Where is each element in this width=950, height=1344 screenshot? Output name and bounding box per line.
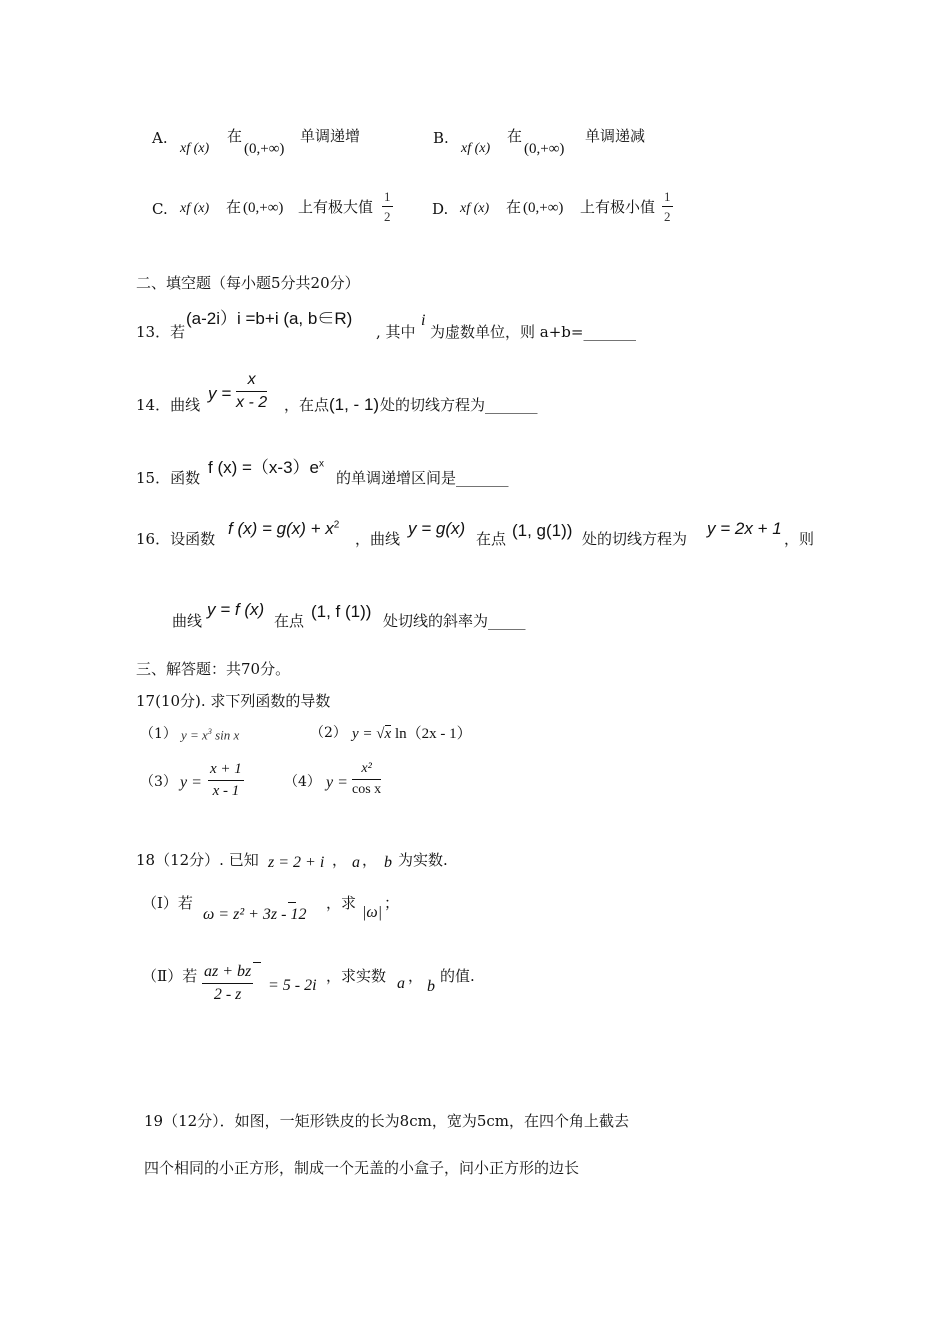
option-d-label: D. (432, 200, 449, 218)
q16-expr2: y = g(x) (408, 519, 466, 538)
q16-expr4: y = f (x) (207, 600, 265, 619)
q17-part1: （1） (140, 726, 177, 742)
q18-ask: ，求 (326, 894, 357, 912)
q18-b: b (384, 854, 392, 871)
q18-omega: ω = z² + 3z - 12 (203, 906, 307, 923)
q18-part1-label: （Ⅰ）若 (142, 894, 193, 912)
q18-b2: b (427, 978, 435, 995)
q17-expr2-radicand: x (384, 726, 392, 742)
q17-title: 17(10分). 求下列函数的导数 (136, 692, 331, 710)
q18-a2: a (397, 975, 405, 992)
q18-part2-label: （Ⅱ）若 (142, 967, 198, 985)
q18-rhs: = 5 - 2i (268, 977, 317, 994)
q16-tail: ，则 (784, 530, 815, 548)
q17-expr4-den: cos x (352, 782, 382, 797)
q14-tail: 处的切线方程为_______ (380, 396, 538, 414)
q17-expr3-num: x + 1 (208, 762, 244, 781)
q17-expr1-text: y = x (181, 727, 208, 743)
q18-conj-bar-2 (253, 962, 261, 963)
option-d-den: 2 (664, 209, 671, 224)
q17-expr4-fraction (352, 762, 381, 797)
q18-a: a (352, 854, 360, 871)
q17-expr2-ln: ln（2x - 1） (391, 726, 472, 742)
q17-part2: （2） (310, 725, 347, 741)
q16-expr3: y = 2x + 1 (707, 519, 782, 538)
q17-expr3-den: x - 1 (212, 783, 240, 799)
option-c-text: 上有极大值 (298, 198, 374, 216)
section3-heading: 三、解答题：共70分。 (136, 660, 291, 678)
q16-point1: (1, g(1)) (512, 521, 573, 540)
section2-heading: 二、填空题（每小题5分共20分） (136, 274, 360, 292)
q18-tail: 为实数. (398, 851, 448, 869)
q16-expr1-text: f (x) = g(x) + x (228, 519, 334, 538)
q18-fraction-num: az + bz (202, 964, 253, 984)
option-d-fraction (662, 190, 673, 223)
option-b-zai: 在 (507, 127, 523, 145)
q18-sep2: ， (362, 851, 378, 869)
q18-conj-bar-1 (288, 902, 296, 903)
q16-mid3: 处的切线方程为 (582, 530, 688, 548)
option-d-interval: (0,+∞) (523, 200, 564, 216)
option-c-den: 2 (384, 209, 391, 224)
option-a-interval: (0,+∞) (244, 141, 285, 157)
q18-fraction (202, 964, 253, 1003)
q16-mid2: 在点 (476, 530, 507, 548)
q18-sep3: ， (408, 967, 424, 985)
sqrt-icon: √ (376, 726, 385, 742)
q19-line1: 19（12分）．如图，一矩形铁皮的长为8cm，宽为5cm，在四个角上截去 (144, 1112, 630, 1130)
q14-lhs-text: y = (208, 384, 232, 403)
q18-sep1: ， (332, 851, 348, 869)
q17-expr2-lhs: y = (352, 726, 377, 742)
q13-i: i (421, 312, 426, 329)
q14-lhs (208, 385, 231, 402)
q15-number: 15．函数 (136, 469, 201, 487)
q13-expr: (a-2i）i =b+i (a, b∈R) (186, 309, 353, 328)
option-c-fraction (382, 190, 393, 223)
q14-point: (1, - 1) (329, 395, 380, 414)
q14-fraction-num: x (236, 372, 267, 392)
q13-mid: , 其中 (376, 323, 416, 341)
option-c-expr: xf (x) (180, 201, 210, 216)
option-c-interval: (0,+∞) (243, 200, 284, 216)
q17-expr4-num: x² (352, 762, 381, 780)
option-c-num: 1 (382, 190, 393, 207)
q16-line2-c: 处切线的斜率为_____ (383, 612, 526, 630)
q14-mid: ，在点 (284, 396, 330, 414)
q16-line2-b: 在点 (274, 612, 305, 630)
option-a-text: 单调递增 (300, 127, 361, 145)
q19-line2: 四个相同的小正方形，制成一个无盖的小盒子，问小正方形的边长 (144, 1159, 580, 1177)
q18-ask2: ，求实数 (326, 967, 387, 985)
q15-exponent: x (319, 458, 324, 470)
q16-mid1: ，曲线 (355, 530, 401, 548)
q17-expr3-fraction (208, 762, 244, 799)
q17-part4: （4） (284, 774, 321, 790)
q17-expr1 (181, 728, 239, 741)
q16-square: 2 (333, 519, 340, 531)
option-d-num: 1 (662, 190, 673, 207)
option-b-expr: xf (x) (461, 141, 491, 156)
q13-tail: 为虚数单位，则 a+b=_______ (430, 323, 636, 341)
q18-semicolon: ； (384, 894, 400, 912)
q16-expr1 (228, 520, 339, 537)
q18-tail2: 的值. (440, 967, 475, 985)
q18-fraction-den: 2 - z (213, 986, 242, 1003)
q16-number: 16．设函数 (136, 530, 216, 548)
option-b-interval: (0,+∞) (524, 141, 565, 157)
q17-expr3-lhs: y = (180, 774, 202, 791)
q18-z: z = 2 + i (268, 854, 325, 871)
q14-number: 14．曲线 (136, 396, 201, 414)
q16-point2: (1, f (1)) (311, 602, 372, 621)
q17-expr2 (352, 727, 472, 742)
q18-title: 18（12分）. 已知 (136, 851, 259, 869)
q17-expr4-lhs: y = (326, 774, 348, 791)
option-d-zai: 在 (506, 198, 522, 216)
option-a-label: A. (152, 129, 168, 147)
option-c-label: C. (152, 200, 168, 218)
option-c-zai: 在 (226, 198, 242, 216)
q15-expr-text: f (x) =（x-3）e (208, 458, 319, 477)
option-b-label: B. (433, 129, 449, 147)
option-a-expr: xf (x) (180, 141, 210, 156)
option-a-zai: 在 (227, 127, 243, 145)
q17-expr1-sin: sin x (211, 727, 240, 743)
q14-fraction (236, 372, 267, 411)
q13-number: 13．若 (136, 323, 186, 341)
option-d-text: 上有极小值 (580, 198, 656, 216)
q16-line2-a: 曲线 (172, 612, 203, 630)
q17-part3: （3） (140, 774, 177, 790)
option-d-expr: xf (x) (460, 201, 490, 216)
q18-abs-omega: |ω| (362, 904, 383, 921)
q17-expr1-sup: 3 (207, 727, 212, 736)
q15-expr (208, 459, 324, 476)
option-b-text: 单调递减 (585, 127, 646, 145)
q14-fraction-den: x - 2 (236, 394, 268, 411)
q15-tail: 的单调递增区间是_______ (336, 469, 509, 487)
